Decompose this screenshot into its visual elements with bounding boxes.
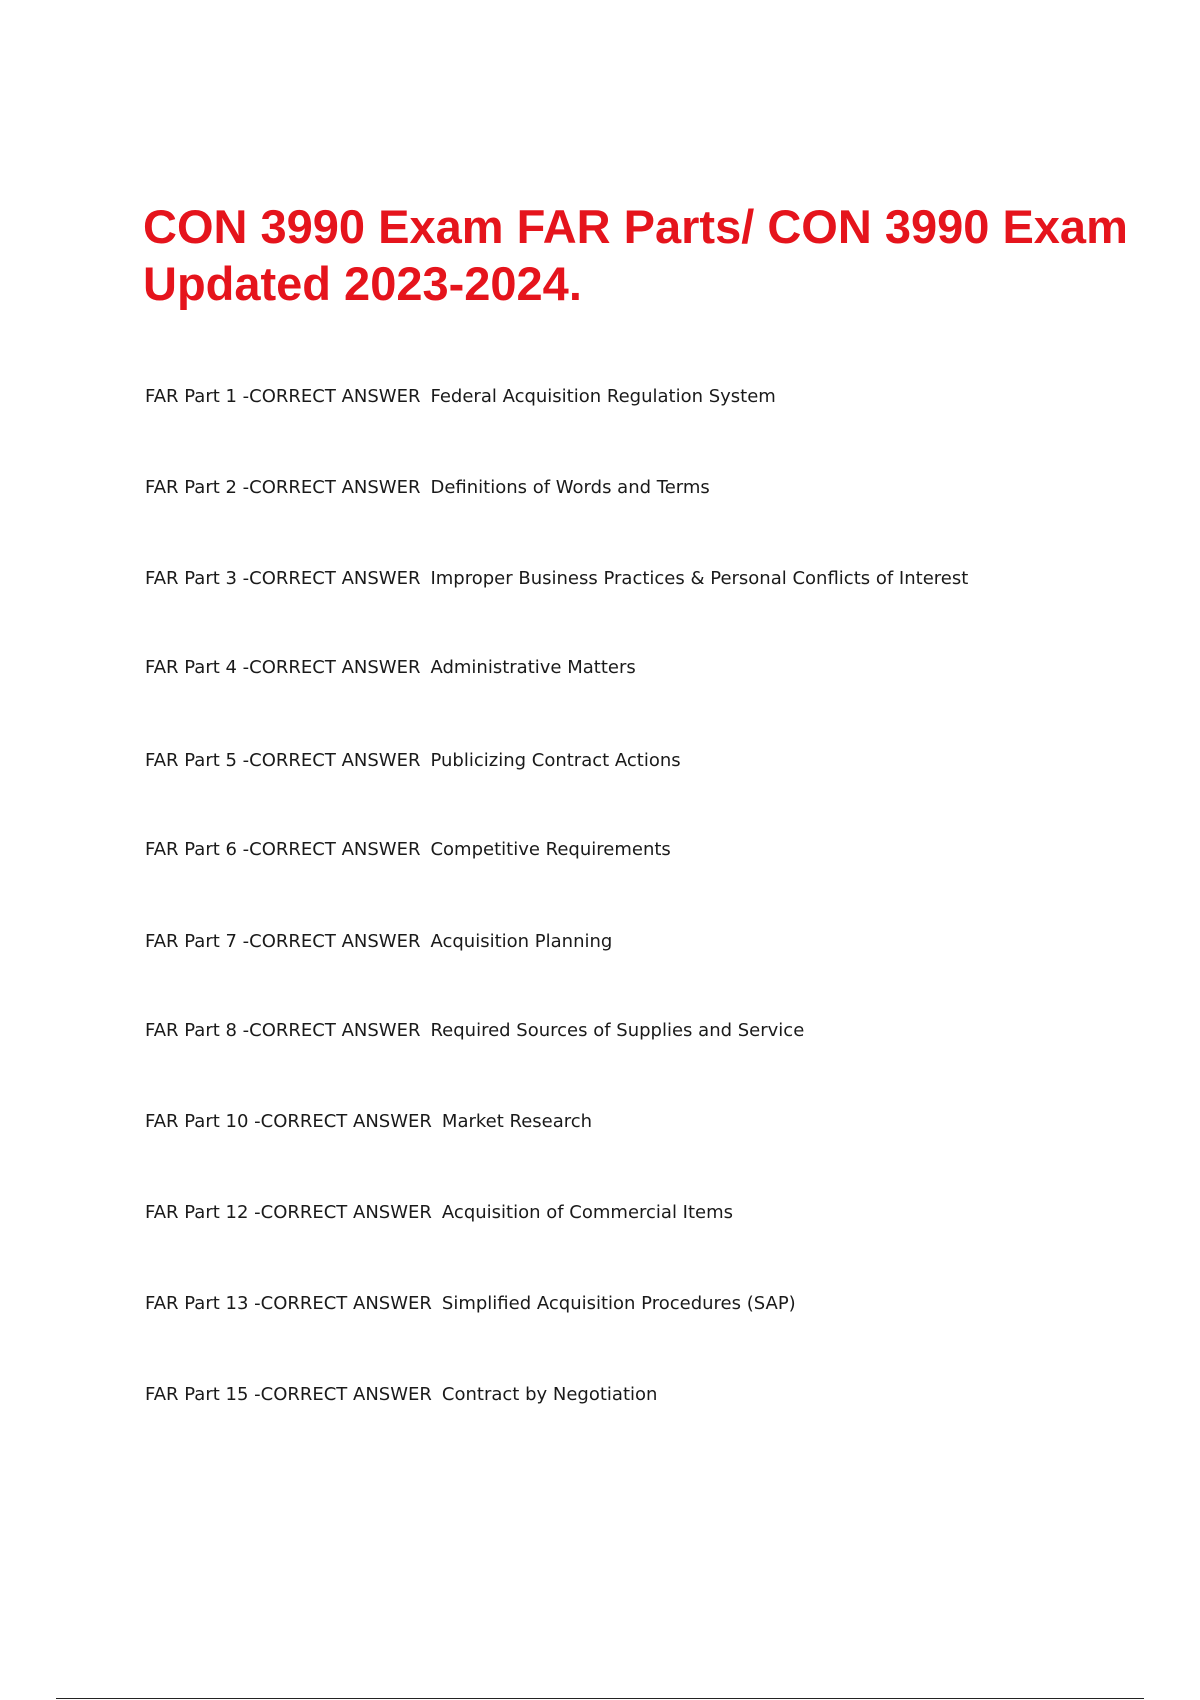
list-item (145, 476, 710, 500)
item-answer: Required Sources of Supplies and Service (430, 1020, 805, 1041)
list-item (145, 567, 968, 591)
list-item (145, 1019, 804, 1043)
item-answer: Acquisition Planning (430, 931, 613, 952)
item-answer: Competitive Requirements (430, 839, 671, 860)
list-item (145, 1383, 657, 1407)
item-answer: Improper Business Practices & Personal Conflicts of Interest (430, 568, 969, 589)
item-term: FAR Part 5 -CORRECT ANSWER (145, 750, 421, 771)
item-term: FAR Part 8 -CORRECT ANSWER (145, 1020, 421, 1041)
item-term: FAR Part 6 -CORRECT ANSWER (145, 839, 421, 860)
item-term: FAR Part 3 -CORRECT ANSWER (145, 568, 421, 589)
item-term: FAR Part 1 -CORRECT ANSWER (145, 386, 421, 407)
list-item (145, 1110, 592, 1134)
list-item (145, 930, 612, 954)
list-item (145, 1292, 796, 1316)
list-item (145, 749, 681, 773)
item-answer: Federal Acquisition Regulation System (430, 386, 776, 407)
document-title-line-1: CON 3990 Exam FAR Parts/ CON 3990 Exam (143, 200, 1128, 253)
item-term: FAR Part 7 -CORRECT ANSWER (145, 931, 421, 952)
item-term: FAR Part 13 -CORRECT ANSWER (145, 1293, 432, 1314)
list-item (145, 838, 671, 862)
item-answer: Market Research (441, 1111, 593, 1132)
item-answer: Simplified Acquisition Procedures (SAP) (441, 1293, 796, 1314)
item-term: FAR Part 15 -CORRECT ANSWER (145, 1384, 432, 1405)
item-term: FAR Part 4 -CORRECT ANSWER (145, 657, 421, 678)
item-answer: Contract by Negotiation (441, 1384, 658, 1405)
document-title-line-2: Updated 2023-2024. (143, 257, 582, 310)
item-term: FAR Part 10 -CORRECT ANSWER (145, 1111, 432, 1132)
item-answer: Administrative Matters (430, 657, 636, 678)
item-answer: Acquisition of Commercial Items (441, 1202, 734, 1223)
item-answer: Definitions of Words and Terms (430, 477, 710, 498)
list-item (145, 385, 776, 409)
footer-divider (56, 1698, 1144, 1699)
item-term: FAR Part 2 -CORRECT ANSWER (145, 477, 421, 498)
list-item (145, 656, 636, 680)
list-item (145, 1201, 733, 1225)
document-title (143, 198, 1173, 312)
item-term: FAR Part 12 -CORRECT ANSWER (145, 1202, 432, 1223)
item-answer: Publicizing Contract Actions (430, 750, 681, 771)
